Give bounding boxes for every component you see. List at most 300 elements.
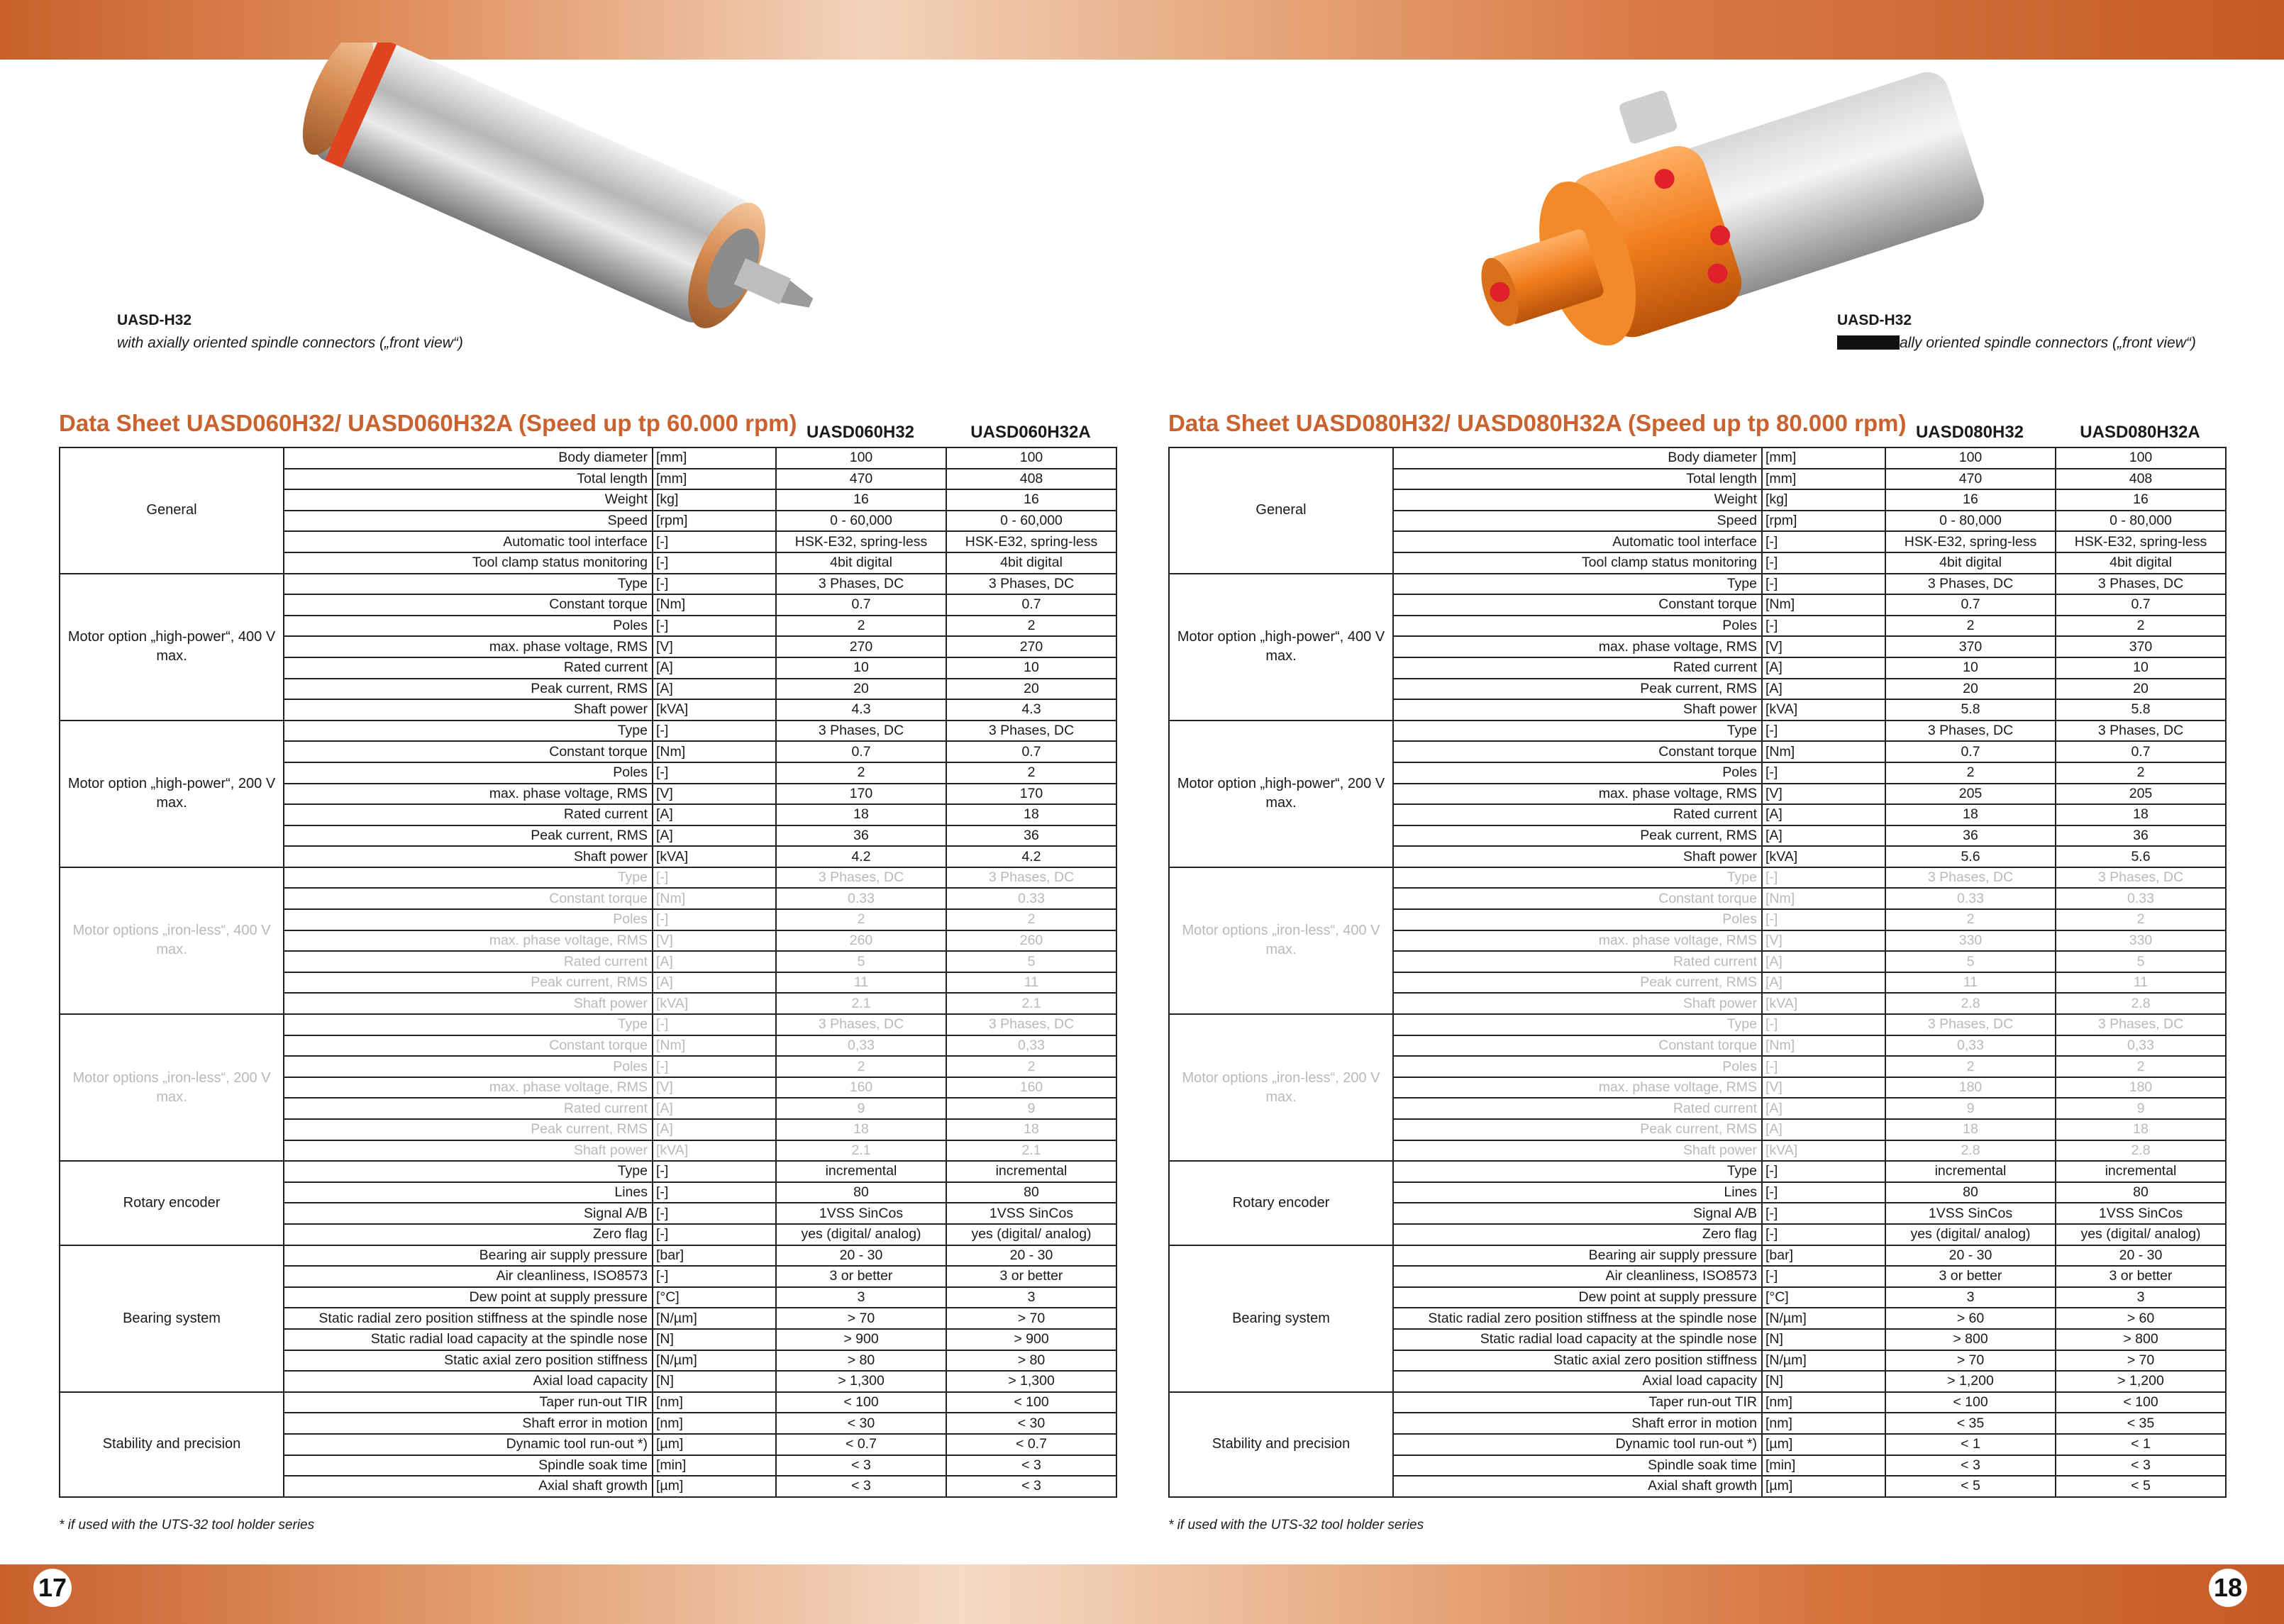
value-col1: 330 [1885, 930, 2056, 952]
value-col2: 2.1 [946, 1140, 1116, 1162]
value-col1: < 3 [776, 1455, 946, 1476]
param-unit: [-] [1762, 1266, 1885, 1287]
param-unit: [kVA] [1762, 699, 1885, 721]
value-col2: 3 [946, 1287, 1116, 1308]
value-col2: 205 [2056, 784, 2226, 805]
value-col2: 20 [946, 679, 1116, 700]
value-col2: 5 [2056, 951, 2226, 972]
group-label: Motor options „iron-less“, 200 V max. [1169, 1014, 1393, 1161]
param-name: Type [284, 721, 653, 742]
param-unit: [-] [653, 1266, 776, 1287]
value-col1: 1VSS SinCos [1885, 1203, 2056, 1224]
param-name: max. phase voltage, RMS [284, 636, 653, 657]
value-col1: 100 [1885, 447, 2056, 469]
param-name: max. phase voltage, RMS [284, 784, 653, 805]
param-name: Bearing air supply pressure [284, 1245, 653, 1267]
param-name: Rated current [1393, 951, 1762, 972]
param-unit: [µm] [653, 1434, 776, 1455]
param-unit: [kVA] [653, 1140, 776, 1162]
value-col1: 3 Phases, DC [1885, 1014, 2056, 1035]
value-col1: 3 Phases, DC [1885, 721, 2056, 742]
param-name: Poles [284, 1056, 653, 1077]
value-col2: 3 or better [946, 1266, 1116, 1287]
table-row [1169, 574, 2226, 595]
param-name: Poles [284, 909, 653, 930]
param-unit: [nm] [1762, 1392, 1885, 1413]
value-col2: < 100 [946, 1392, 1116, 1413]
page-number-right: 18 [2209, 1569, 2247, 1607]
param-unit: [-] [653, 574, 776, 595]
value-col2: 3 Phases, DC [946, 1014, 1116, 1035]
param-unit: [-] [653, 1014, 776, 1035]
value-col2: < 1 [2056, 1434, 2226, 1455]
group-label: Rotary encoder [1169, 1161, 1393, 1245]
param-name: Zero flag [284, 1224, 653, 1245]
param-unit: [Nm] [653, 888, 776, 909]
param-unit: [-] [1762, 1203, 1885, 1224]
value-col1: 3 or better [1885, 1266, 2056, 1287]
param-name: Static axial zero position stiffness [1393, 1350, 1762, 1372]
param-name: Tool clamp status monitoring [284, 552, 653, 574]
table-row [1169, 867, 2226, 889]
value-col1: 2.1 [776, 993, 946, 1014]
value-col1: HSK-E32, spring-less [1885, 531, 2056, 552]
table-row [60, 867, 1116, 889]
value-col2: 3 Phases, DC [2056, 574, 2226, 595]
value-col2: 2 [2056, 762, 2226, 784]
value-col2: 3 Phases, DC [946, 867, 1116, 889]
param-unit: [-] [1762, 1014, 1885, 1035]
param-name: Weight [284, 489, 653, 511]
value-col2: 80 [2056, 1182, 2226, 1203]
param-unit: [N] [653, 1329, 776, 1350]
value-col2: 1VSS SinCos [2056, 1203, 2226, 1224]
value-col1: 20 [776, 679, 946, 700]
value-col2: 4bit digital [946, 552, 1116, 574]
value-col1: 5 [776, 951, 946, 972]
param-name: Body diameter [1393, 447, 1762, 469]
value-col1: 3 [776, 1287, 946, 1308]
value-col1: < 100 [1885, 1392, 2056, 1413]
param-unit: [-] [653, 909, 776, 930]
value-col1: 3 Phases, DC [776, 867, 946, 889]
param-unit: [N/µm] [1762, 1350, 1885, 1372]
param-name: Type [284, 1014, 653, 1035]
value-col2: 16 [2056, 489, 2226, 511]
param-unit: [-] [653, 552, 776, 574]
value-col2: 0.7 [946, 594, 1116, 616]
param-unit: [N] [1762, 1329, 1885, 1350]
value-col1: 2 [776, 762, 946, 784]
value-col1: 80 [1885, 1182, 2056, 1203]
value-col1: > 80 [776, 1350, 946, 1372]
param-unit: [bar] [1762, 1245, 1885, 1267]
column-header-1: UASD080H32 [1915, 423, 2024, 442]
param-unit: [-] [653, 1056, 776, 1077]
value-col2: 330 [2056, 930, 2226, 952]
bottom-decor-band [0, 1564, 2284, 1624]
value-col2: < 0.7 [946, 1434, 1116, 1455]
group-label: Motor options „iron-less“, 400 V max. [1169, 867, 1393, 1014]
value-col1: 0 - 80,000 [1885, 511, 2056, 532]
param-unit: [nm] [653, 1392, 776, 1413]
column-header-2: UASD080H32A [2080, 423, 2200, 442]
param-name: Rated current [1393, 657, 1762, 679]
param-unit: [µm] [1762, 1434, 1885, 1455]
value-col1: 20 - 30 [776, 1245, 946, 1267]
value-col2: 0,33 [946, 1035, 1116, 1057]
value-col2: 2 [946, 909, 1116, 930]
param-unit: [kVA] [1762, 846, 1885, 867]
value-col2: 16 [946, 489, 1116, 511]
value-col2: 0,33 [2056, 1035, 2226, 1057]
param-name: Poles [1393, 909, 1762, 930]
spec-table-right [1168, 447, 2227, 1498]
param-unit: [Nm] [653, 1035, 776, 1057]
value-col1: 470 [776, 469, 946, 490]
value-col2: > 70 [946, 1308, 1116, 1329]
value-col1: 2.8 [1885, 1140, 2056, 1162]
value-col2: 5.6 [2056, 846, 2226, 867]
caption-left [117, 309, 463, 355]
param-name: Shaft power [284, 1140, 653, 1162]
sheet-title-left: Data Sheet UASD060H32/ UASD060H32A (Speed up tp 60.000 rpm) [59, 410, 797, 436]
table-row [60, 721, 1116, 742]
param-name: Type [1393, 574, 1762, 595]
param-unit: [kVA] [1762, 993, 1885, 1014]
param-unit: [-] [1762, 1182, 1885, 1203]
column-header-1: UASD060H32 [806, 423, 915, 442]
value-col1: 11 [1885, 972, 2056, 994]
value-col1: 170 [776, 784, 946, 805]
value-col1: 2 [776, 616, 946, 637]
value-col1: 3 Phases, DC [776, 721, 946, 742]
param-unit: [N/µm] [653, 1350, 776, 1372]
value-col1: 4.2 [776, 846, 946, 867]
param-name: Static radial zero position stiffness at the spindle nose [284, 1308, 653, 1329]
param-unit: [A] [1762, 951, 1885, 972]
param-unit: [A] [1762, 804, 1885, 825]
param-unit: [Nm] [1762, 1035, 1885, 1057]
table-row [1169, 1392, 2226, 1413]
param-name: Dynamic tool run-out *) [1393, 1434, 1762, 1455]
value-col2: 20 - 30 [2056, 1245, 2226, 1267]
param-unit: [A] [1762, 1098, 1885, 1119]
value-col2: 18 [946, 804, 1116, 825]
value-col1: 2 [1885, 762, 2056, 784]
value-col2: 180 [2056, 1077, 2226, 1099]
spindle-image-left [270, 43, 851, 340]
value-col1: 80 [776, 1182, 946, 1203]
param-name: Shaft power [1393, 993, 1762, 1014]
value-col2: 36 [2056, 825, 2226, 847]
param-name: Automatic tool interface [1393, 531, 1762, 552]
param-name: Peak current, RMS [284, 972, 653, 994]
value-col1: 36 [1885, 825, 2056, 847]
param-name: Axial shaft growth [1393, 1476, 1762, 1497]
value-col1: 370 [1885, 636, 2056, 657]
value-col1: 20 [1885, 679, 2056, 700]
value-col2: 170 [946, 784, 1116, 805]
value-col1: incremental [776, 1161, 946, 1182]
value-col2: 18 [2056, 1119, 2226, 1140]
value-col2: 260 [946, 930, 1116, 952]
table-row [1169, 447, 2226, 469]
group-label: Motor option „high-power“, 200 V max. [1169, 721, 1393, 867]
value-col1: > 70 [1885, 1350, 2056, 1372]
group-label: General [1169, 447, 1393, 574]
param-unit: [µm] [1762, 1476, 1885, 1497]
param-name: Type [1393, 1161, 1762, 1182]
value-col1: > 800 [1885, 1329, 2056, 1350]
param-unit: [A] [1762, 972, 1885, 994]
param-unit: [bar] [653, 1245, 776, 1267]
param-name: Shaft error in motion [284, 1413, 653, 1434]
caption-title-right: UASD-H32 [1837, 312, 1912, 328]
param-name: Constant torque [1393, 888, 1762, 909]
param-unit: [min] [1762, 1455, 1885, 1476]
param-name: Poles [284, 616, 653, 637]
value-col2: < 5 [2056, 1476, 2226, 1497]
value-col1: 0.7 [776, 741, 946, 762]
value-col2: 4.2 [946, 846, 1116, 867]
value-col1: > 70 [776, 1308, 946, 1329]
param-name: Constant torque [284, 741, 653, 762]
value-col2: 11 [2056, 972, 2226, 994]
value-col1: 2.1 [776, 1140, 946, 1162]
group-label: Motor option „high-power“, 400 V max. [1169, 574, 1393, 721]
value-col2: 2 [2056, 616, 2226, 637]
param-unit: [kVA] [653, 846, 776, 867]
value-col2: HSK-E32, spring-less [946, 531, 1116, 552]
param-unit: [-] [653, 1161, 776, 1182]
param-unit: [mm] [653, 447, 776, 469]
value-col2: 20 [2056, 679, 2226, 700]
value-col2: 2.8 [2056, 1140, 2226, 1162]
value-col2: 0 - 80,000 [2056, 511, 2226, 532]
param-name: Taper run-out TIR [284, 1392, 653, 1413]
param-unit: [A] [653, 1119, 776, 1140]
value-col1: < 0.7 [776, 1434, 946, 1455]
param-name: Total length [284, 469, 653, 490]
param-unit: [°C] [653, 1287, 776, 1308]
param-name: Peak current, RMS [284, 1119, 653, 1140]
param-unit: [A] [653, 679, 776, 700]
sheet-title-right: Data Sheet UASD080H32/ UASD080H32A (Speed up tp 80.000 rpm) [1168, 410, 1907, 436]
value-col1: 0,33 [1885, 1035, 2056, 1057]
param-unit: [-] [653, 1182, 776, 1203]
value-col2: < 30 [946, 1413, 1116, 1434]
value-col1: 3 Phases, DC [776, 574, 946, 595]
value-col2: 3 or better [2056, 1266, 2226, 1287]
param-unit: [A] [1762, 657, 1885, 679]
param-name: Constant torque [1393, 1035, 1762, 1057]
param-name: Peak current, RMS [1393, 825, 1762, 847]
param-name: Poles [1393, 616, 1762, 637]
value-col2: 408 [2056, 469, 2226, 490]
value-col2: 2 [946, 762, 1116, 784]
param-name: Rated current [284, 1098, 653, 1119]
value-col1: 5.8 [1885, 699, 2056, 721]
caption-desc-left: with axially oriented spindle connectors („front view“) [117, 335, 463, 351]
table-row [60, 447, 1116, 469]
param-name: Spindle soak time [1393, 1455, 1762, 1476]
value-col2: 11 [946, 972, 1116, 994]
value-col2: 0.7 [2056, 594, 2226, 616]
value-col1: < 3 [1885, 1455, 2056, 1476]
param-unit: [Nm] [1762, 888, 1885, 909]
param-unit: [-] [1762, 552, 1885, 574]
value-col1: 18 [776, 1119, 946, 1140]
value-col1: 2 [776, 1056, 946, 1077]
value-col1: < 1 [1885, 1434, 2056, 1455]
param-unit: [N/µm] [1762, 1308, 1885, 1329]
param-unit: [V] [653, 784, 776, 805]
param-name: Spindle soak time [284, 1455, 653, 1476]
value-col2: 3 [2056, 1287, 2226, 1308]
value-col1: 0.33 [1885, 888, 2056, 909]
value-col1: 10 [776, 657, 946, 679]
param-unit: [V] [1762, 930, 1885, 952]
param-unit: [-] [1762, 909, 1885, 930]
param-unit: [kg] [1762, 489, 1885, 511]
param-name: Dynamic tool run-out *) [284, 1434, 653, 1455]
value-col1: 270 [776, 636, 946, 657]
footnote-left: * if used with the UTS-32 tool holder series [59, 1518, 315, 1533]
param-name: Poles [1393, 762, 1762, 784]
value-col1: 5 [1885, 951, 2056, 972]
param-unit: [kVA] [653, 699, 776, 721]
param-name: Lines [1393, 1182, 1762, 1203]
group-label: Bearing system [1169, 1245, 1393, 1392]
param-unit: [nm] [653, 1413, 776, 1434]
param-name: Constant torque [284, 594, 653, 616]
param-unit: [-] [1762, 762, 1885, 784]
value-col1: < 30 [776, 1413, 946, 1434]
param-unit: [A] [653, 951, 776, 972]
value-col1: 3 or better [776, 1266, 946, 1287]
value-col1: 0,33 [776, 1035, 946, 1057]
value-col1: > 60 [1885, 1308, 2056, 1329]
param-unit: [A] [653, 657, 776, 679]
param-unit: [A] [1762, 679, 1885, 700]
param-name: Air cleanliness, ISO8573 [1393, 1266, 1762, 1287]
value-col1: < 3 [776, 1476, 946, 1497]
value-col2: 0.7 [2056, 741, 2226, 762]
value-col2: yes (digital/ analog) [946, 1224, 1116, 1245]
group-label: Bearing system [60, 1245, 284, 1392]
group-label: General [60, 447, 284, 574]
value-col1: 20 - 30 [1885, 1245, 2056, 1267]
param-name: Body diameter [284, 447, 653, 469]
value-col2: yes (digital/ analog) [2056, 1224, 2226, 1245]
value-col1: 470 [1885, 469, 2056, 490]
value-col2: 3 Phases, DC [946, 574, 1116, 595]
param-unit: [-] [1762, 574, 1885, 595]
value-col1: 5.6 [1885, 846, 2056, 867]
param-name: Poles [284, 762, 653, 784]
param-unit: [V] [1762, 784, 1885, 805]
param-name: Zero flag [1393, 1224, 1762, 1245]
value-col1: yes (digital/ analog) [1885, 1224, 2056, 1245]
value-col1: 160 [776, 1077, 946, 1099]
value-col2: 370 [2056, 636, 2226, 657]
param-unit: [kg] [653, 489, 776, 511]
table-row [1169, 1245, 2226, 1267]
table-row [60, 1014, 1116, 1035]
column-headers-left [775, 423, 1116, 443]
value-col1: 11 [776, 972, 946, 994]
param-name: Static radial load capacity at the spindle nose [284, 1329, 653, 1350]
param-unit: [-] [1762, 1224, 1885, 1245]
param-unit: [-] [1762, 531, 1885, 552]
param-unit: [-] [653, 721, 776, 742]
value-col1: 4.3 [776, 699, 946, 721]
param-name: Shaft power [1393, 699, 1762, 721]
value-col1: 3 Phases, DC [776, 1014, 946, 1035]
param-unit: [µm] [653, 1476, 776, 1497]
value-col1: 18 [1885, 1119, 2056, 1140]
value-col2: 18 [946, 1119, 1116, 1140]
param-name: Axial shaft growth [284, 1476, 653, 1497]
value-col2: < 3 [2056, 1455, 2226, 1476]
value-col1: < 35 [1885, 1413, 2056, 1434]
param-name: Signal A/B [284, 1203, 653, 1224]
page-number-left: 17 [33, 1569, 72, 1607]
value-col2: 20 - 30 [946, 1245, 1116, 1267]
value-col2: 3 Phases, DC [946, 721, 1116, 742]
value-col2: incremental [946, 1161, 1116, 1182]
param-unit: [-] [653, 762, 776, 784]
param-name: max. phase voltage, RMS [284, 930, 653, 952]
param-name: Peak current, RMS [284, 825, 653, 847]
group-label: Motor options „iron-less“, 400 V max. [60, 867, 284, 1014]
param-name: Static radial load capacity at the spindle nose [1393, 1329, 1762, 1350]
value-col1: 2 [1885, 909, 2056, 930]
value-col1: < 5 [1885, 1476, 2056, 1497]
param-name: Type [1393, 867, 1762, 889]
value-col1: 18 [776, 804, 946, 825]
value-col2: 18 [2056, 804, 2226, 825]
value-col2: > 70 [2056, 1350, 2226, 1372]
value-col2: < 3 [946, 1455, 1116, 1476]
param-name: Axial load capacity [1393, 1371, 1762, 1392]
param-unit: [Nm] [653, 594, 776, 616]
caption-desc-right [1837, 332, 2196, 355]
value-col2: < 35 [2056, 1413, 2226, 1434]
value-col2: > 1,300 [946, 1371, 1116, 1392]
param-name: Constant torque [1393, 741, 1762, 762]
value-col1: > 900 [776, 1329, 946, 1350]
param-name: Static radial zero position stiffness at the spindle nose [1393, 1308, 1762, 1329]
param-unit: [V] [653, 636, 776, 657]
group-label: Stability and precision [60, 1392, 284, 1497]
param-name: Air cleanliness, ISO8573 [284, 1266, 653, 1287]
param-unit: [°C] [1762, 1287, 1885, 1308]
param-name: max. phase voltage, RMS [1393, 1077, 1762, 1099]
value-col2: 80 [946, 1182, 1116, 1203]
table-row [60, 1392, 1116, 1413]
param-unit: [Nm] [1762, 594, 1885, 616]
param-name: Total length [1393, 469, 1762, 490]
value-col1: > 1,200 [1885, 1371, 2056, 1392]
group-label: Stability and precision [1169, 1392, 1393, 1497]
value-col2: 270 [946, 636, 1116, 657]
param-unit: [rpm] [1762, 511, 1885, 532]
group-label: Motor option „high-power“, 200 V max. [60, 721, 284, 867]
param-name: Constant torque [1393, 594, 1762, 616]
group-label: Rotary encoder [60, 1161, 284, 1245]
